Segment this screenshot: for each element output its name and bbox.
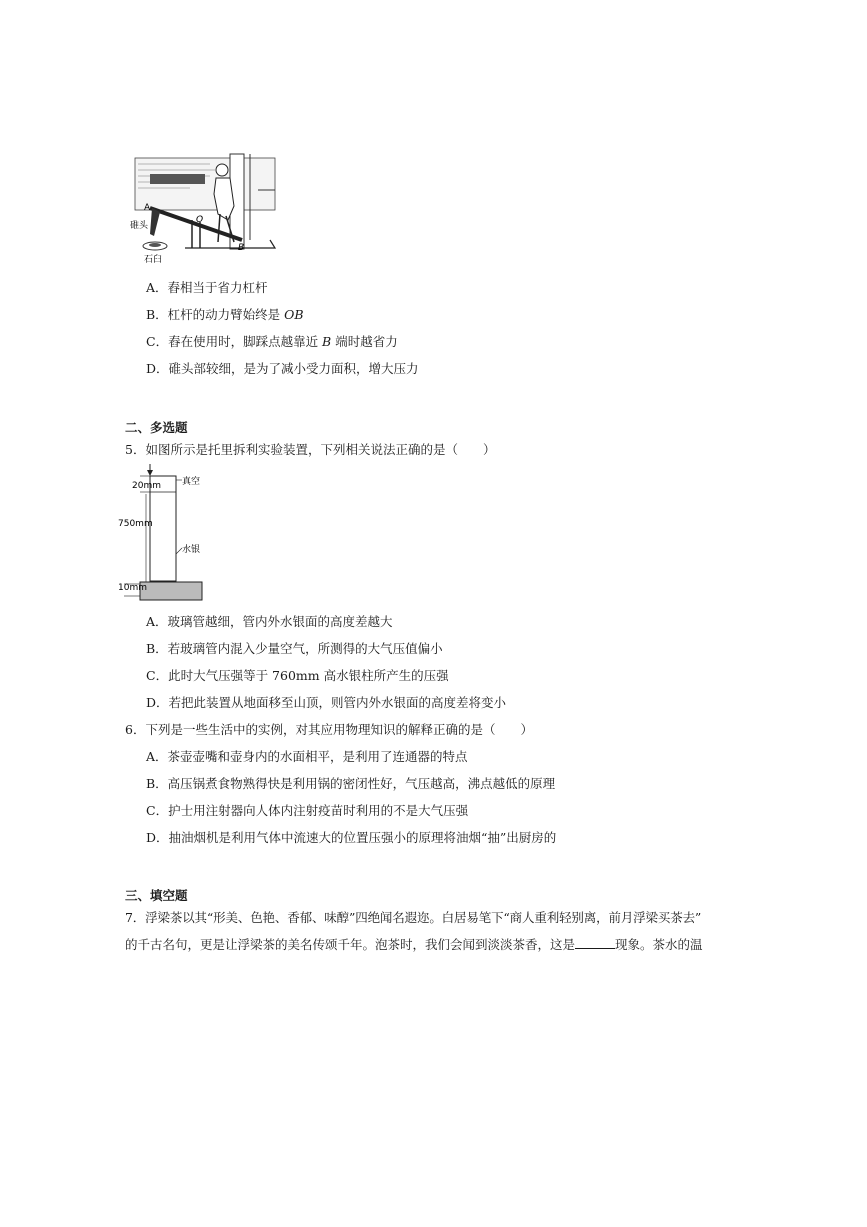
- label-20mm: 20mm: [132, 481, 161, 491]
- label-vacuum: 真空: [182, 477, 201, 487]
- pestle-lever-figure: [130, 150, 280, 265]
- label-o: O: [196, 215, 204, 225]
- section-3-title: 三、填空题: [125, 888, 188, 903]
- q4-option-c-italic: B: [322, 334, 332, 349]
- torricelli-figure: [118, 464, 223, 604]
- q5-option-a: A．玻璃管越细，管内外水银面的高度差越大: [146, 614, 393, 629]
- label-a: A: [144, 203, 151, 213]
- q4-option-d: D．碓头部较细，是为了减小受力面积，增大压力: [146, 361, 419, 376]
- label-mercury: 水银: [182, 545, 201, 555]
- q5-stem: 5．如图所示是托里拆利实验装置，下列相关说法正确的是（ ）: [125, 442, 496, 457]
- q7-line-1: 7．浮梁茶以其“形美、色艳、香郁、味醇”四绝闻名遐迩。白居易笔下“商人重利轻别离，前月浮梁买茶去”: [125, 910, 702, 925]
- q6-option-d: D．抽油烟机是利用气体中流速大的位置压强小的原理将油烟“抽”出厨房的: [146, 830, 557, 845]
- q6-stem: 6．下列是一些生活中的实例，对其应用物理知识的解释正确的是（ ）: [125, 722, 533, 737]
- q6-option-a: A．茶壶壶嘴和壶身内的水面相平，是利用了连通器的特点: [146, 749, 468, 764]
- q6-option-c: C．护士用注射器向人体内注射疫苗时利用的不是大气压强: [146, 803, 469, 818]
- q4-option-c-suffix: 端时越省力: [331, 334, 398, 349]
- label-750mm: 750mm: [118, 519, 153, 529]
- q5-option-d: D．若把此装置从地面移至山顶，则管内外水银面的高度差将变小: [146, 695, 507, 710]
- q5-option-c: C．此时大气压强等于 760mm 高水银柱所产生的压强: [146, 668, 449, 683]
- q7-line-2-post: 现象。茶水的温: [615, 937, 703, 952]
- q4-option-a: A．舂相当于省力杠杆: [146, 280, 268, 295]
- q4-option-b-text: B．杠杆的动力臂始终是: [146, 307, 285, 322]
- label-b: B: [238, 243, 245, 253]
- q5-option-b: B．若玻璃管内混入少量空气，所测得的大气压值偏小: [146, 641, 443, 656]
- q7-line-2-pre: 的千古名句，更是让浮梁茶的美名传颂千年。泡茶时，我们会闻到淡淡茶香，这是: [125, 937, 576, 952]
- q7-answer-blank[interactable]: [575, 936, 615, 949]
- label-pestle-head: 碓头: [130, 221, 149, 231]
- q4-option-c-text: C．舂在使用时，脚踩点越靠近: [146, 334, 323, 349]
- q7-line-2: [125, 935, 703, 953]
- q4-option-b: [146, 305, 304, 323]
- label-mortar: 石臼: [144, 255, 163, 265]
- label-10mm: 10mm: [118, 583, 147, 593]
- q4-option-c: [146, 332, 398, 350]
- q6-option-b: B．高压锅煮食物熟得快是利用锅的密闭性好，气压越高，沸点越低的原理: [146, 776, 556, 791]
- section-2-title: 二、多选题: [125, 420, 188, 435]
- q4-option-b-italic: OB: [284, 307, 304, 322]
